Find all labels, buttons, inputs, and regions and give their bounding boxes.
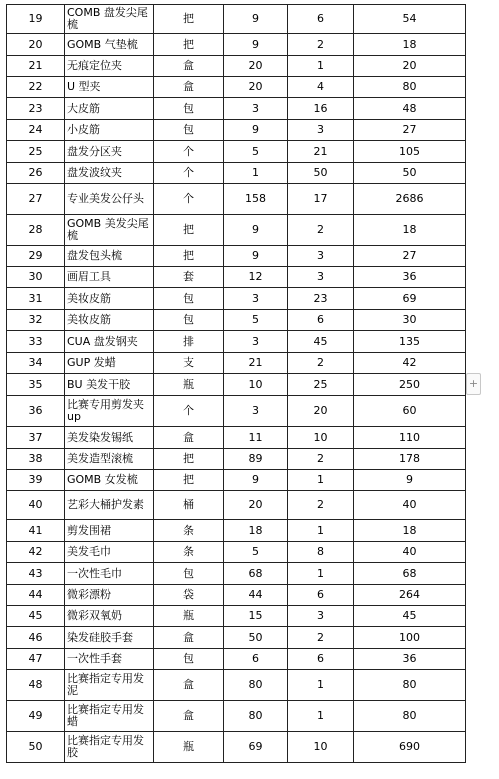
item-price: 4 — [288, 77, 354, 98]
item-name: CUA 盘发钢夹 — [65, 331, 154, 353]
row-number: 32 — [7, 310, 65, 331]
item-unit: 袋 — [154, 585, 224, 606]
item-name: 盘发分区夹 — [65, 141, 154, 163]
item-total: 54 — [354, 5, 466, 34]
item-price: 25 — [288, 374, 354, 396]
row-number: 21 — [7, 56, 65, 77]
item-price: 6 — [288, 310, 354, 331]
item-name: BU 美发干胶 — [65, 374, 154, 396]
item-price: 21 — [288, 141, 354, 163]
table-row — [7, 353, 466, 374]
item-unit: 桶 — [154, 491, 224, 520]
table-row — [7, 34, 466, 56]
item-total: 18 — [354, 520, 466, 542]
item-total: 250 — [354, 374, 466, 396]
item-price: 1 — [288, 563, 354, 585]
row-number: 22 — [7, 77, 65, 98]
item-unit: 条 — [154, 520, 224, 542]
row-number: 19 — [7, 5, 65, 34]
item-quantity: 15 — [224, 606, 288, 627]
item-price: 1 — [288, 56, 354, 77]
item-name: 一次性毛巾 — [65, 563, 154, 585]
item-name: COMB 盘发尖尾梳 — [65, 5, 154, 34]
table-row — [7, 288, 466, 310]
item-unit: 包 — [154, 288, 224, 310]
row-number: 48 — [7, 670, 65, 701]
item-quantity: 44 — [224, 585, 288, 606]
item-unit: 瓶 — [154, 606, 224, 627]
item-price: 3 — [288, 267, 354, 288]
item-total: 9 — [354, 470, 466, 491]
item-name: GOMB 女发梳 — [65, 470, 154, 491]
row-number: 29 — [7, 246, 65, 267]
item-quantity: 3 — [224, 288, 288, 310]
item-total: 264 — [354, 585, 466, 606]
item-name: 盘发包头梳 — [65, 246, 154, 267]
item-unit: 包 — [154, 310, 224, 331]
table-row — [7, 649, 466, 670]
item-quantity: 21 — [224, 353, 288, 374]
item-unit: 把 — [154, 449, 224, 470]
item-total: 100 — [354, 627, 466, 649]
table-row — [7, 5, 466, 34]
item-name: 微彩双氧奶 — [65, 606, 154, 627]
item-name: U 型夹 — [65, 77, 154, 98]
item-quantity: 80 — [224, 670, 288, 701]
item-name: GOMB 气垫梳 — [65, 34, 154, 56]
row-number: 30 — [7, 267, 65, 288]
item-price: 23 — [288, 288, 354, 310]
item-unit: 个 — [154, 396, 224, 427]
item-unit: 包 — [154, 649, 224, 670]
row-number: 49 — [7, 701, 65, 732]
table-row — [7, 184, 466, 215]
item-quantity: 18 — [224, 520, 288, 542]
item-unit: 支 — [154, 353, 224, 374]
item-quantity: 20 — [224, 77, 288, 98]
item-total: 27 — [354, 246, 466, 267]
item-quantity: 80 — [224, 701, 288, 732]
item-name: 一次性手套 — [65, 649, 154, 670]
item-unit: 包 — [154, 98, 224, 120]
row-number: 28 — [7, 215, 65, 246]
item-price: 2 — [288, 449, 354, 470]
add-icon[interactable]: + — [466, 373, 481, 395]
item-total: 135 — [354, 331, 466, 353]
item-name: 比赛指定专用发胶 — [65, 732, 154, 763]
item-unit: 盒 — [154, 670, 224, 701]
table-row — [7, 701, 466, 732]
item-name: 比赛指定专用发泥 — [65, 670, 154, 701]
item-name: 染发硅胶手套 — [65, 627, 154, 649]
item-name: 美发造型滚梳 — [65, 449, 154, 470]
item-price: 2 — [288, 215, 354, 246]
item-quantity: 3 — [224, 331, 288, 353]
table-row — [7, 56, 466, 77]
item-name: GOMB 美发尖尾梳 — [65, 215, 154, 246]
table-row — [7, 585, 466, 606]
item-unit: 盒 — [154, 701, 224, 732]
item-quantity: 9 — [224, 120, 288, 141]
item-quantity: 20 — [224, 491, 288, 520]
item-total: 690 — [354, 732, 466, 763]
table-row — [7, 670, 466, 701]
item-price: 1 — [288, 670, 354, 701]
item-price: 17 — [288, 184, 354, 215]
item-name: 比赛专用剪发夹 up — [65, 396, 154, 427]
item-total: 18 — [354, 215, 466, 246]
item-price: 2 — [288, 491, 354, 520]
item-quantity: 5 — [224, 141, 288, 163]
table-row — [7, 449, 466, 470]
table-row — [7, 374, 466, 396]
item-quantity: 89 — [224, 449, 288, 470]
item-quantity: 11 — [224, 427, 288, 449]
item-price: 2 — [288, 34, 354, 56]
item-total: 80 — [354, 77, 466, 98]
item-total: 80 — [354, 670, 466, 701]
item-quantity: 5 — [224, 310, 288, 331]
table-row — [7, 396, 466, 427]
item-name: 大皮筋 — [65, 98, 154, 120]
table-row — [7, 520, 466, 542]
item-total: 18 — [354, 34, 466, 56]
item-total: 69 — [354, 288, 466, 310]
item-total: 50 — [354, 163, 466, 184]
item-quantity: 5 — [224, 542, 288, 563]
item-quantity: 9 — [224, 5, 288, 34]
item-price: 1 — [288, 520, 354, 542]
item-price: 6 — [288, 5, 354, 34]
item-total: 48 — [354, 98, 466, 120]
item-quantity: 9 — [224, 246, 288, 267]
item-total: 2686 — [354, 184, 466, 215]
item-name: 微彩漂粉 — [65, 585, 154, 606]
item-quantity: 12 — [224, 267, 288, 288]
item-price: 2 — [288, 353, 354, 374]
item-price: 1 — [288, 701, 354, 732]
item-unit: 把 — [154, 5, 224, 34]
item-unit: 瓶 — [154, 732, 224, 763]
item-unit: 盒 — [154, 627, 224, 649]
item-unit: 把 — [154, 215, 224, 246]
item-quantity: 68 — [224, 563, 288, 585]
table-row — [7, 491, 466, 520]
item-name: 美妆皮筋 — [65, 310, 154, 331]
item-price: 20 — [288, 396, 354, 427]
row-number: 20 — [7, 34, 65, 56]
table-row — [7, 331, 466, 353]
item-price: 3 — [288, 120, 354, 141]
item-unit: 盒 — [154, 56, 224, 77]
item-quantity: 9 — [224, 34, 288, 56]
table-row — [7, 246, 466, 267]
item-price: 3 — [288, 246, 354, 267]
item-unit: 把 — [154, 470, 224, 491]
item-price: 6 — [288, 649, 354, 670]
item-quantity: 10 — [224, 374, 288, 396]
item-quantity: 3 — [224, 98, 288, 120]
table-row — [7, 77, 466, 98]
table-row — [7, 427, 466, 449]
row-number: 50 — [7, 732, 65, 763]
item-total: 45 — [354, 606, 466, 627]
item-table-body — [7, 5, 466, 763]
item-price: 1 — [288, 470, 354, 491]
item-name: 美发染发锡纸 — [65, 427, 154, 449]
item-quantity: 3 — [224, 396, 288, 427]
table-row — [7, 98, 466, 120]
item-price: 8 — [288, 542, 354, 563]
item-name: 艺彩大桶护发素 — [65, 491, 154, 520]
item-unit: 个 — [154, 163, 224, 184]
item-name: 剪发围裙 — [65, 520, 154, 542]
row-number: 42 — [7, 542, 65, 563]
item-name: GUP 发蜡 — [65, 353, 154, 374]
item-price: 45 — [288, 331, 354, 353]
item-unit: 套 — [154, 267, 224, 288]
row-number: 43 — [7, 563, 65, 585]
row-number: 45 — [7, 606, 65, 627]
table-row — [7, 470, 466, 491]
row-number: 38 — [7, 449, 65, 470]
row-number: 39 — [7, 470, 65, 491]
row-number: 34 — [7, 353, 65, 374]
row-number: 37 — [7, 427, 65, 449]
item-quantity: 1 — [224, 163, 288, 184]
item-unit: 条 — [154, 542, 224, 563]
item-name: 画眉工具 — [65, 267, 154, 288]
item-total: 20 — [354, 56, 466, 77]
item-price: 10 — [288, 427, 354, 449]
table-row — [7, 120, 466, 141]
item-unit: 个 — [154, 141, 224, 163]
row-number: 23 — [7, 98, 65, 120]
item-total: 36 — [354, 649, 466, 670]
row-number: 47 — [7, 649, 65, 670]
item-quantity: 69 — [224, 732, 288, 763]
item-name: 专业美发公仔头 — [65, 184, 154, 215]
item-unit: 瓶 — [154, 374, 224, 396]
item-total: 40 — [354, 542, 466, 563]
row-number: 41 — [7, 520, 65, 542]
table-row — [7, 606, 466, 627]
item-total: 105 — [354, 141, 466, 163]
table-row — [7, 563, 466, 585]
item-quantity: 158 — [224, 184, 288, 215]
item-price: 6 — [288, 585, 354, 606]
row-number: 36 — [7, 396, 65, 427]
item-total: 27 — [354, 120, 466, 141]
row-number: 24 — [7, 120, 65, 141]
item-total: 178 — [354, 449, 466, 470]
item-price: 3 — [288, 606, 354, 627]
item-name: 美发毛巾 — [65, 542, 154, 563]
row-number: 46 — [7, 627, 65, 649]
item-total: 30 — [354, 310, 466, 331]
item-quantity: 9 — [224, 470, 288, 491]
table-row — [7, 215, 466, 246]
item-unit: 盒 — [154, 77, 224, 98]
table-row — [7, 732, 466, 763]
item-total: 110 — [354, 427, 466, 449]
row-number: 26 — [7, 163, 65, 184]
item-total: 68 — [354, 563, 466, 585]
row-number: 35 — [7, 374, 65, 396]
item-total: 36 — [354, 267, 466, 288]
item-unit: 把 — [154, 34, 224, 56]
item-name: 美妆皮筋 — [65, 288, 154, 310]
item-total: 80 — [354, 701, 466, 732]
item-unit: 排 — [154, 331, 224, 353]
item-unit: 盒 — [154, 427, 224, 449]
item-quantity: 20 — [224, 56, 288, 77]
row-number: 31 — [7, 288, 65, 310]
item-total: 40 — [354, 491, 466, 520]
item-quantity: 9 — [224, 215, 288, 246]
table-row — [7, 310, 466, 331]
table-row — [7, 141, 466, 163]
item-price: 50 — [288, 163, 354, 184]
item-unit: 把 — [154, 246, 224, 267]
table-row — [7, 267, 466, 288]
item-name: 盘发波纹夹 — [65, 163, 154, 184]
item-total: 60 — [354, 396, 466, 427]
item-unit: 包 — [154, 120, 224, 141]
item-unit: 包 — [154, 563, 224, 585]
row-number: 27 — [7, 184, 65, 215]
item-unit: 个 — [154, 184, 224, 215]
row-number: 44 — [7, 585, 65, 606]
item-quantity: 50 — [224, 627, 288, 649]
item-price: 16 — [288, 98, 354, 120]
item-name: 小皮筋 — [65, 120, 154, 141]
item-quantity: 6 — [224, 649, 288, 670]
row-number: 40 — [7, 491, 65, 520]
table-row — [7, 163, 466, 184]
item-name: 比赛指定专用发蜡 — [65, 701, 154, 732]
item-price: 2 — [288, 627, 354, 649]
table-row — [7, 542, 466, 563]
item-price: 10 — [288, 732, 354, 763]
row-number: 33 — [7, 331, 65, 353]
row-number: 25 — [7, 141, 65, 163]
item-total: 42 — [354, 353, 466, 374]
table-row — [7, 627, 466, 649]
item-name: 无痕定位夹 — [65, 56, 154, 77]
item-table — [6, 4, 466, 763]
